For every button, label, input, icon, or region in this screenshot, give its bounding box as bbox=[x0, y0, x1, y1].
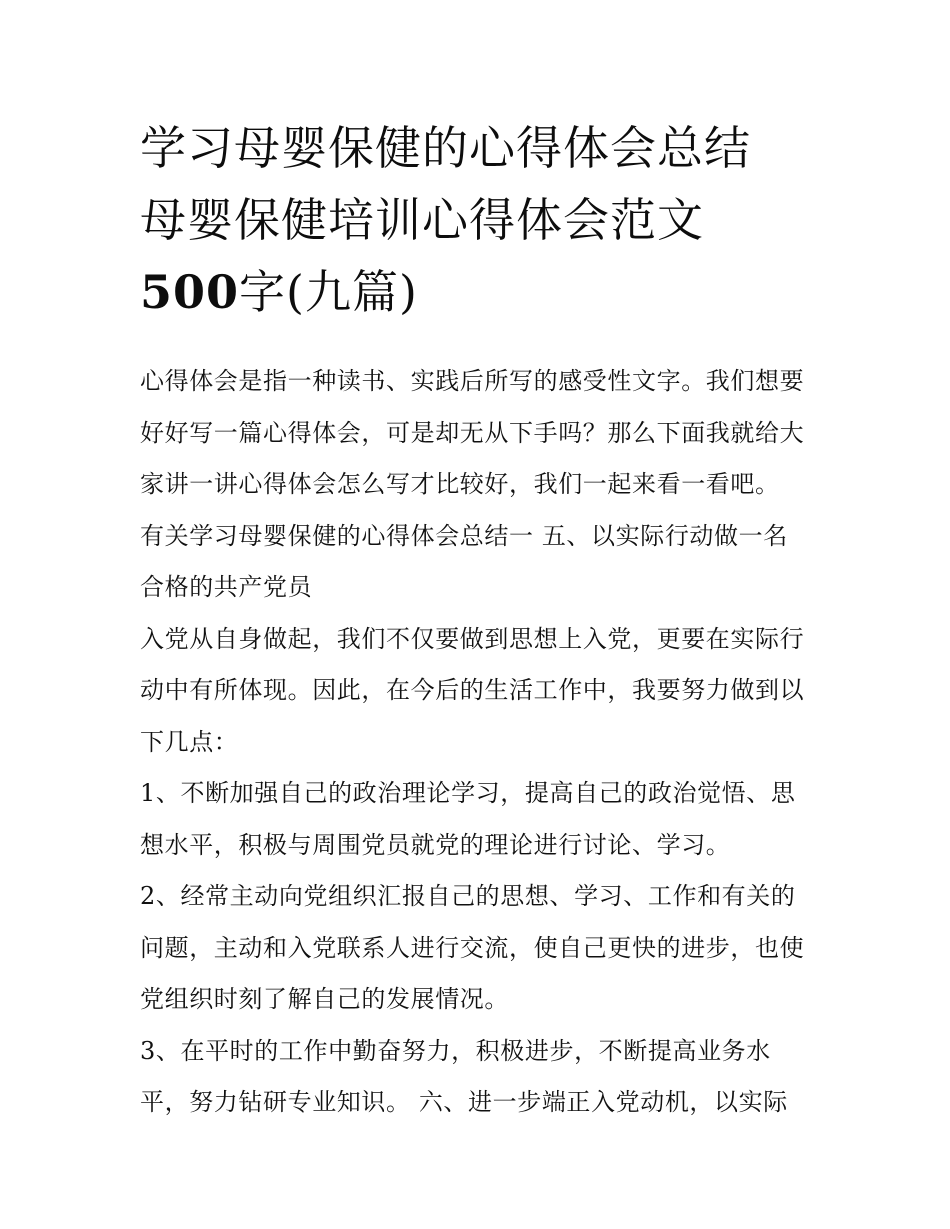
body-line: 入党从自身做起，我们不仅要做到思想上入党，更要在实际行 bbox=[140, 624, 805, 653]
document-title bbox=[140, 112, 820, 328]
title-line-3 bbox=[140, 256, 820, 328]
body-line: 下几点： bbox=[140, 727, 239, 756]
title-number: 500 bbox=[140, 265, 240, 319]
body-line: 想水平，积极与周围党员就党的理论进行讨论、学习。 bbox=[140, 830, 731, 859]
body-line: 1、不断加强自己的政治理论学习，提高自己的政治觉悟、思 bbox=[140, 779, 796, 807]
body-line: 动中有所体现。因此，在今后的生活工作中，我要努力做到以 bbox=[140, 676, 805, 704]
body-line: 有关学习母婴保健的心得体会总结一 五、以实际行动做一名 bbox=[140, 521, 788, 550]
title-suffix: 字(九篇) bbox=[239, 265, 418, 319]
body-line: 党组织时刻了解自己的发展情况。 bbox=[140, 985, 509, 1013]
body-line: 家讲一讲心得体会怎么写才比较好，我们一起来看一看吧。 bbox=[140, 470, 780, 498]
body-line: 3、在平时的工作中勤奋努力，积极进步，不断提高业务水 bbox=[140, 1036, 771, 1065]
title-line-1: 学习母婴保健的心得体会总结 bbox=[140, 121, 751, 175]
body-line: 好好写一篇心得体会，可是却无从下手吗？那么下面我就给大 bbox=[140, 418, 805, 447]
body-line: 平，努力钻研专业知识。 六、进一步端正入党动机，以实际 bbox=[140, 1088, 788, 1116]
body-line: 问题，主动和入党联系人进行交流，使自己更快的进步，也使 bbox=[140, 933, 805, 962]
body-line: 合格的共产党员 bbox=[140, 573, 313, 601]
document-body bbox=[140, 356, 820, 1129]
body-line: 2、经常主动向党组织汇报自己的思想、学习、工作和有关的 bbox=[140, 882, 796, 910]
title-line-2: 母婴保健培训心得体会范文 bbox=[140, 193, 704, 247]
body-line: 心得体会是指一种读书、实践后所写的感受性文字。我们想要 bbox=[140, 367, 805, 395]
